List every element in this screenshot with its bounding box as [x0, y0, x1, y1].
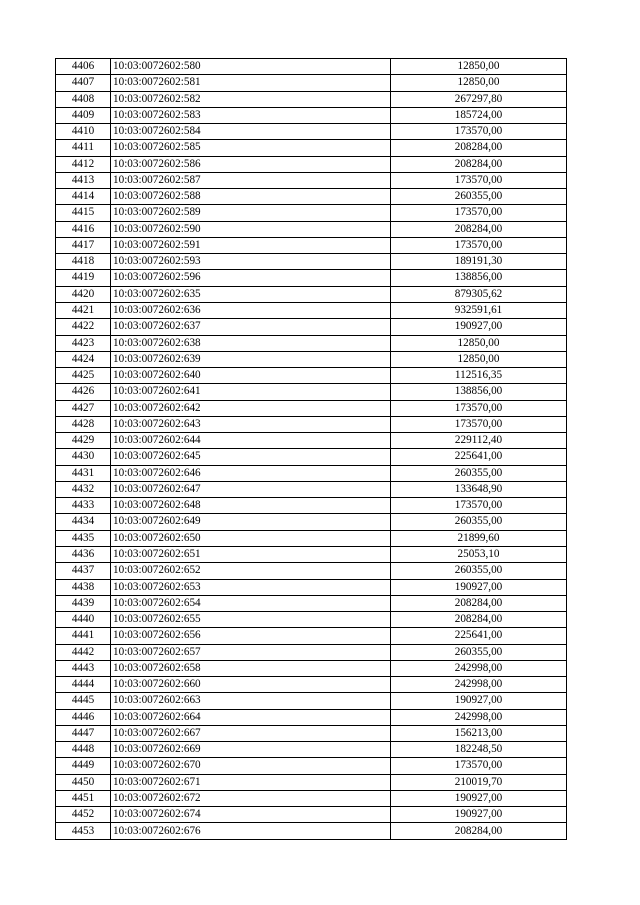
table-row	[56, 677, 567, 693]
value-cell: 242998,00	[391, 677, 567, 693]
cadastral-number-cell: 10:03:0072602:589	[111, 205, 391, 221]
table-row	[56, 481, 567, 497]
cadastral-number-cell: 10:03:0072602:643	[111, 416, 391, 432]
cadastral-number-cell: 10:03:0072602:591	[111, 237, 391, 253]
table-row	[56, 612, 567, 628]
value-cell: 185724,00	[391, 107, 567, 123]
table-row	[56, 205, 567, 221]
row-number-cell: 4418	[56, 254, 111, 270]
row-number-cell: 4446	[56, 709, 111, 725]
cadastral-number-cell: 10:03:0072602:649	[111, 514, 391, 530]
table-row	[56, 351, 567, 367]
row-number-cell: 4449	[56, 758, 111, 774]
cadastral-number-cell: 10:03:0072602:667	[111, 725, 391, 741]
row-number-cell: 4443	[56, 660, 111, 676]
value-cell: 260355,00	[391, 563, 567, 579]
row-number-cell: 4419	[56, 270, 111, 286]
row-number-cell: 4425	[56, 368, 111, 384]
table-row	[56, 140, 567, 156]
table-row	[56, 628, 567, 644]
table-row	[56, 75, 567, 91]
value-cell: 208284,00	[391, 823, 567, 839]
cadastral-number-cell: 10:03:0072602:654	[111, 595, 391, 611]
row-number-cell: 4424	[56, 351, 111, 367]
row-number-cell: 4436	[56, 546, 111, 562]
cadastral-number-cell: 10:03:0072602:637	[111, 319, 391, 335]
row-number-cell: 4421	[56, 302, 111, 318]
table-row	[56, 449, 567, 465]
value-cell: 208284,00	[391, 595, 567, 611]
table-row	[56, 189, 567, 205]
cadastral-number-cell: 10:03:0072602:657	[111, 644, 391, 660]
table-row	[56, 595, 567, 611]
cadastral-number-cell: 10:03:0072602:636	[111, 302, 391, 318]
cadastral-number-cell: 10:03:0072602:651	[111, 546, 391, 562]
table-row	[56, 498, 567, 514]
value-cell: 229112,40	[391, 433, 567, 449]
cadastral-number-cell: 10:03:0072602:638	[111, 335, 391, 351]
value-cell: 173570,00	[391, 416, 567, 432]
value-cell: 133648,90	[391, 481, 567, 497]
cadastral-number-cell: 10:03:0072602:581	[111, 75, 391, 91]
table-row	[56, 270, 567, 286]
value-cell: 242998,00	[391, 709, 567, 725]
table-row	[56, 124, 567, 140]
value-cell: 12850,00	[391, 335, 567, 351]
row-number-cell: 4445	[56, 693, 111, 709]
cadastral-number-cell: 10:03:0072602:645	[111, 449, 391, 465]
cadastral-number-cell: 10:03:0072602:655	[111, 612, 391, 628]
cadastral-number-cell: 10:03:0072602:590	[111, 221, 391, 237]
table-row	[56, 286, 567, 302]
row-number-cell: 4423	[56, 335, 111, 351]
cadastral-number-cell: 10:03:0072602:658	[111, 660, 391, 676]
value-cell: 190927,00	[391, 693, 567, 709]
row-number-cell: 4434	[56, 514, 111, 530]
row-number-cell: 4428	[56, 416, 111, 432]
row-number-cell: 4411	[56, 140, 111, 156]
value-cell: 112516,35	[391, 368, 567, 384]
table-row	[56, 725, 567, 741]
row-number-cell: 4413	[56, 172, 111, 188]
row-number-cell: 4435	[56, 530, 111, 546]
table-row	[56, 709, 567, 725]
cadastral-number-cell: 10:03:0072602:647	[111, 481, 391, 497]
table-row	[56, 742, 567, 758]
value-cell: 173570,00	[391, 400, 567, 416]
table-row	[56, 530, 567, 546]
value-cell: 242998,00	[391, 660, 567, 676]
row-number-cell: 4409	[56, 107, 111, 123]
cadastral-number-cell: 10:03:0072602:596	[111, 270, 391, 286]
value-cell: 208284,00	[391, 140, 567, 156]
cadastral-number-cell: 10:03:0072602:642	[111, 400, 391, 416]
table-row	[56, 758, 567, 774]
cadastral-number-cell: 10:03:0072602:672	[111, 790, 391, 806]
row-number-cell: 4415	[56, 205, 111, 221]
table-row	[56, 335, 567, 351]
value-cell: 260355,00	[391, 465, 567, 481]
table-row	[56, 416, 567, 432]
value-cell: 173570,00	[391, 498, 567, 514]
table-row	[56, 221, 567, 237]
row-number-cell: 4444	[56, 677, 111, 693]
table-row	[56, 644, 567, 660]
table-row	[56, 156, 567, 172]
value-cell: 210019,70	[391, 774, 567, 790]
cadastral-number-cell: 10:03:0072602:588	[111, 189, 391, 205]
table-row	[56, 790, 567, 806]
value-cell: 12850,00	[391, 351, 567, 367]
table-row	[56, 254, 567, 270]
row-number-cell: 4406	[56, 59, 111, 75]
row-number-cell: 4412	[56, 156, 111, 172]
table-row	[56, 514, 567, 530]
row-number-cell: 4429	[56, 433, 111, 449]
row-number-cell: 4420	[56, 286, 111, 302]
row-number-cell: 4441	[56, 628, 111, 644]
value-cell: 190927,00	[391, 579, 567, 595]
row-number-cell: 4437	[56, 563, 111, 579]
row-number-cell: 4414	[56, 189, 111, 205]
row-number-cell: 4431	[56, 465, 111, 481]
row-number-cell: 4451	[56, 790, 111, 806]
table-row	[56, 59, 567, 75]
cadastral-number-cell: 10:03:0072602:635	[111, 286, 391, 302]
row-number-cell: 4439	[56, 595, 111, 611]
value-cell: 156213,00	[391, 725, 567, 741]
table-body	[56, 59, 567, 840]
cadastral-number-cell: 10:03:0072602:584	[111, 124, 391, 140]
row-number-cell: 4442	[56, 644, 111, 660]
value-cell: 25053,10	[391, 546, 567, 562]
row-number-cell: 4407	[56, 75, 111, 91]
value-cell: 208284,00	[391, 156, 567, 172]
row-number-cell: 4422	[56, 319, 111, 335]
table-row	[56, 384, 567, 400]
value-cell: 173570,00	[391, 237, 567, 253]
value-cell: 173570,00	[391, 172, 567, 188]
row-number-cell: 4440	[56, 612, 111, 628]
value-cell: 932591,61	[391, 302, 567, 318]
row-number-cell: 4416	[56, 221, 111, 237]
table-row	[56, 693, 567, 709]
row-number-cell: 4447	[56, 725, 111, 741]
value-cell: 173570,00	[391, 124, 567, 140]
value-cell: 190927,00	[391, 319, 567, 335]
value-cell: 138856,00	[391, 270, 567, 286]
row-number-cell: 4453	[56, 823, 111, 839]
row-number-cell: 4417	[56, 237, 111, 253]
table-row	[56, 660, 567, 676]
row-number-cell: 4430	[56, 449, 111, 465]
row-number-cell: 4438	[56, 579, 111, 595]
value-cell: 208284,00	[391, 221, 567, 237]
table-row	[56, 302, 567, 318]
value-cell: 225641,00	[391, 449, 567, 465]
cadastral-number-cell: 10:03:0072602:582	[111, 91, 391, 107]
value-cell: 189191,30	[391, 254, 567, 270]
table-row	[56, 563, 567, 579]
cadastral-number-cell: 10:03:0072602:660	[111, 677, 391, 693]
value-cell: 260355,00	[391, 189, 567, 205]
value-cell: 12850,00	[391, 59, 567, 75]
cadastral-number-cell: 10:03:0072602:639	[111, 351, 391, 367]
row-number-cell: 4408	[56, 91, 111, 107]
value-cell: 879305,62	[391, 286, 567, 302]
table-row	[56, 91, 567, 107]
value-cell: 208284,00	[391, 612, 567, 628]
cadastral-number-cell: 10:03:0072602:587	[111, 172, 391, 188]
table-row	[56, 433, 567, 449]
value-cell: 138856,00	[391, 384, 567, 400]
cadastral-number-cell: 10:03:0072602:669	[111, 742, 391, 758]
cadastral-number-cell: 10:03:0072602:586	[111, 156, 391, 172]
value-cell: 267297,80	[391, 91, 567, 107]
value-cell: 21899,60	[391, 530, 567, 546]
value-cell: 182248,50	[391, 742, 567, 758]
cadastral-number-cell: 10:03:0072602:653	[111, 579, 391, 595]
value-cell: 190927,00	[391, 807, 567, 823]
row-number-cell: 4433	[56, 498, 111, 514]
value-cell: 225641,00	[391, 628, 567, 644]
cadastral-number-cell: 10:03:0072602:670	[111, 758, 391, 774]
table-row	[56, 237, 567, 253]
value-cell: 260355,00	[391, 514, 567, 530]
table-row	[56, 807, 567, 823]
cadastral-number-cell: 10:03:0072602:652	[111, 563, 391, 579]
table-row	[56, 400, 567, 416]
table-row	[56, 107, 567, 123]
table-row	[56, 823, 567, 839]
cadastral-number-cell: 10:03:0072602:593	[111, 254, 391, 270]
cadastral-number-cell: 10:03:0072602:644	[111, 433, 391, 449]
value-cell: 12850,00	[391, 75, 567, 91]
table-row	[56, 774, 567, 790]
value-cell: 173570,00	[391, 205, 567, 221]
table-row	[56, 546, 567, 562]
cadastral-value-table	[55, 58, 567, 840]
cadastral-number-cell: 10:03:0072602:671	[111, 774, 391, 790]
row-number-cell: 4450	[56, 774, 111, 790]
cadastral-number-cell: 10:03:0072602:646	[111, 465, 391, 481]
row-number-cell: 4410	[56, 124, 111, 140]
cadastral-number-cell: 10:03:0072602:640	[111, 368, 391, 384]
cadastral-number-cell: 10:03:0072602:674	[111, 807, 391, 823]
row-number-cell: 4452	[56, 807, 111, 823]
table-row	[56, 172, 567, 188]
cadastral-number-cell: 10:03:0072602:664	[111, 709, 391, 725]
row-number-cell: 4432	[56, 481, 111, 497]
cadastral-number-cell: 10:03:0072602:641	[111, 384, 391, 400]
row-number-cell: 4448	[56, 742, 111, 758]
cadastral-number-cell: 10:03:0072602:656	[111, 628, 391, 644]
table-row	[56, 319, 567, 335]
cadastral-number-cell: 10:03:0072602:650	[111, 530, 391, 546]
cadastral-number-cell: 10:03:0072602:648	[111, 498, 391, 514]
row-number-cell: 4426	[56, 384, 111, 400]
cadastral-number-cell: 10:03:0072602:580	[111, 59, 391, 75]
table-row	[56, 368, 567, 384]
cadastral-number-cell: 10:03:0072602:663	[111, 693, 391, 709]
cadastral-number-cell: 10:03:0072602:676	[111, 823, 391, 839]
table-row	[56, 579, 567, 595]
table-row	[56, 465, 567, 481]
value-cell: 173570,00	[391, 758, 567, 774]
value-cell: 260355,00	[391, 644, 567, 660]
value-cell: 190927,00	[391, 790, 567, 806]
cadastral-number-cell: 10:03:0072602:583	[111, 107, 391, 123]
row-number-cell: 4427	[56, 400, 111, 416]
cadastral-number-cell: 10:03:0072602:585	[111, 140, 391, 156]
